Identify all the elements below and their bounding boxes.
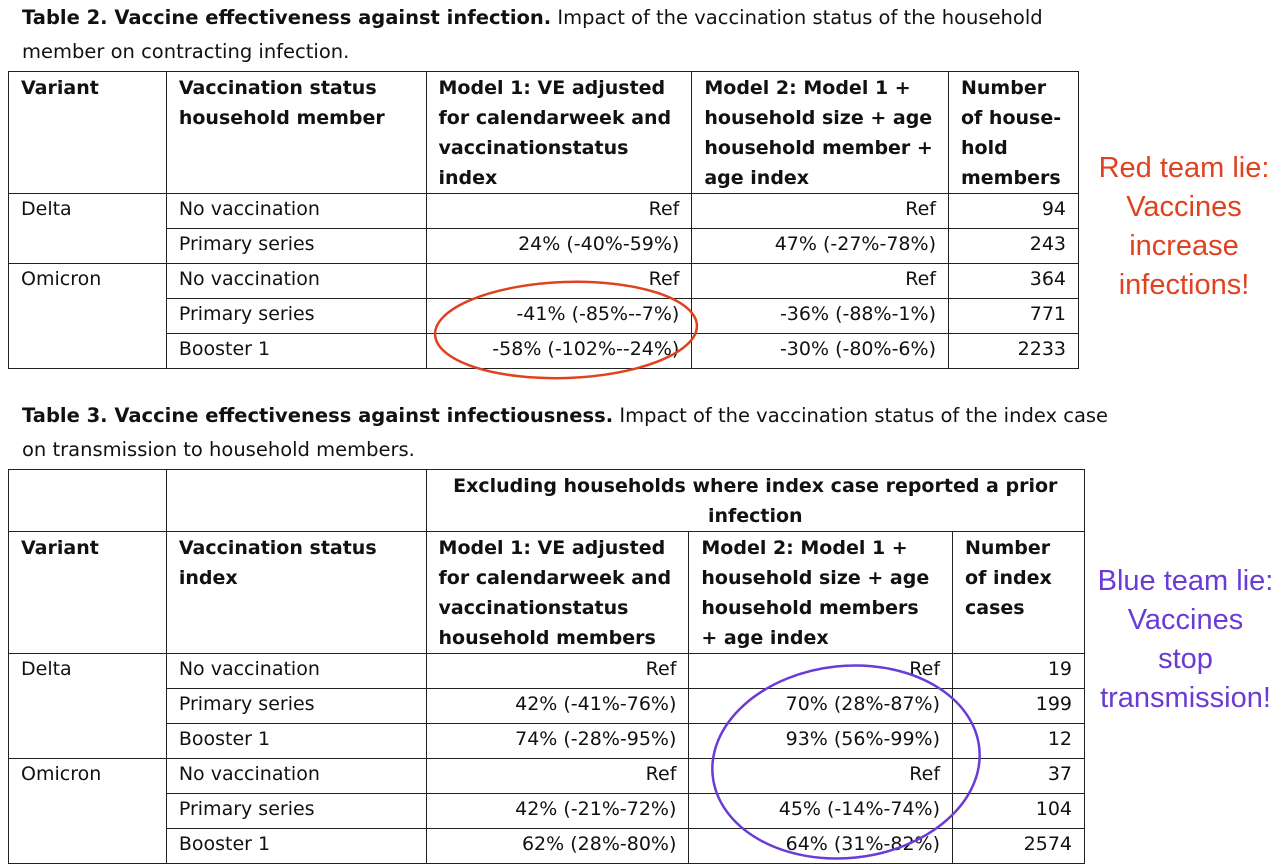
table3-caption xyxy=(22,399,1122,467)
table2-number-cell: 771 xyxy=(949,299,1079,334)
table2-model1-cell: 24% (-40%-59%) xyxy=(426,229,692,264)
table2-model2-cell: -36% (-88%-1%) xyxy=(692,299,949,334)
blue-annotation-line: stop xyxy=(1158,643,1213,675)
table3-group-empty-1 xyxy=(9,470,167,532)
table3-model2-cell: 70% (28%-87%) xyxy=(689,689,953,724)
table2 xyxy=(8,71,1079,369)
table3-status-cell: Booster 1 xyxy=(166,829,426,864)
table2-header-row xyxy=(9,72,1079,194)
red-team-annotation xyxy=(1084,149,1284,305)
table2-caption xyxy=(22,1,1122,69)
table2-row xyxy=(9,264,1079,299)
table3-status-cell: Booster 1 xyxy=(166,724,426,759)
table2-status-cell: No vaccination xyxy=(166,264,426,299)
table3-group-header-row xyxy=(9,470,1085,532)
blue-annotation-line: transmission! xyxy=(1100,682,1271,714)
table3-header-model1: Model 1: VE adjusted for calendarweek and vaccinationstatus household members xyxy=(426,532,689,654)
table2-header-number: Number of house-hold members xyxy=(949,72,1079,194)
table2-number-cell: 2233 xyxy=(949,334,1079,369)
blue-team-annotation xyxy=(1084,562,1287,718)
table2-variant-cell xyxy=(9,334,167,369)
table2-status-cell: Primary series xyxy=(166,299,426,334)
table2-model2-cell: 47% (-27%-78%) xyxy=(692,229,949,264)
table2-number-cell: 364 xyxy=(949,264,1079,299)
table2-status-cell: Booster 1 xyxy=(166,334,426,369)
table3-number-cell: 2574 xyxy=(953,829,1085,864)
table2-row xyxy=(9,299,1079,334)
table3-variant-cell xyxy=(9,724,167,759)
table2-caption-title: Table 2. Vaccine effectiveness against infection. xyxy=(22,6,552,29)
table2-variant-cell: Delta xyxy=(9,194,167,229)
table2-header-model1: Model 1: VE adjusted for calendarweek and vaccinationstatus index xyxy=(426,72,692,194)
table2-header-vaccination-status: Vaccination status household member xyxy=(166,72,426,194)
table3-model1-cell: 42% (-41%-76%) xyxy=(426,689,689,724)
table3-model1-cell: Ref xyxy=(426,759,689,794)
table3-status-cell: Primary series xyxy=(166,689,426,724)
table2-row xyxy=(9,194,1079,229)
table2-row xyxy=(9,229,1079,264)
table3-number-cell: 12 xyxy=(953,724,1085,759)
table3-model2-cell: Ref xyxy=(689,654,953,689)
red-annotation-line: infections! xyxy=(1118,269,1250,301)
table2-variant-cell xyxy=(9,299,167,334)
table3-row xyxy=(9,829,1085,864)
table3-model1-cell: 62% (28%-80%) xyxy=(426,829,689,864)
table2-body xyxy=(9,194,1079,369)
table2-status-cell: Primary series xyxy=(166,229,426,264)
blue-annotation-line: Blue team lie: xyxy=(1097,565,1274,597)
table2-number-cell: 243 xyxy=(949,229,1079,264)
table2-variant-cell: Omicron xyxy=(9,264,167,299)
table3-variant-cell: Omicron xyxy=(9,759,167,794)
table3-row xyxy=(9,689,1085,724)
table2-header-variant: Variant xyxy=(9,72,167,194)
table3-group-empty-2 xyxy=(166,470,426,532)
table2-status-cell: No vaccination xyxy=(166,194,426,229)
table3-number-cell: 37 xyxy=(953,759,1085,794)
table3-model1-cell: 74% (-28%-95%) xyxy=(426,724,689,759)
red-annotation-line: Red team lie: xyxy=(1098,152,1270,184)
table3-body xyxy=(9,654,1085,864)
table3-caption-title: Table 3. Vaccine effectiveness against infectiousness. xyxy=(22,404,614,427)
table3-number-cell: 19 xyxy=(953,654,1085,689)
table3-header-number: Number of index cases xyxy=(953,532,1085,654)
table3-header-variant: Variant xyxy=(9,532,167,654)
table3-number-cell: 199 xyxy=(953,689,1085,724)
table3-group-header: Excluding households where index case reported a prior infection xyxy=(426,470,1084,532)
table3-row xyxy=(9,794,1085,829)
table3-model2-cell: 45% (-14%-74%) xyxy=(689,794,953,829)
table3-number-cell: 104 xyxy=(953,794,1085,829)
table2-caption-text: Impact of the vaccination status of the household member on contracting infection. xyxy=(22,6,1043,63)
blue-annotation-line: Vaccines xyxy=(1127,604,1244,636)
table2-model2-cell: Ref xyxy=(692,264,949,299)
table2-model2-cell: -30% (-80%-6%) xyxy=(692,334,949,369)
table3-caption-text: Impact of the vaccination status of the index case on transmission to household members. xyxy=(22,404,1109,461)
table3-header-model2: Model 2: Model 1 + household size + age household members + age index xyxy=(689,532,953,654)
table3-status-cell: No vaccination xyxy=(166,759,426,794)
table3-model2-cell: Ref xyxy=(689,759,953,794)
table3-row xyxy=(9,759,1085,794)
table2-model2-cell: Ref xyxy=(692,194,949,229)
table3 xyxy=(8,469,1085,864)
red-annotation-line: Vaccines xyxy=(1126,191,1242,223)
table2-row xyxy=(9,334,1079,369)
table2-model1-cell: Ref xyxy=(426,264,692,299)
red-annotation-line: increase xyxy=(1129,230,1239,262)
table3-row xyxy=(9,654,1085,689)
table2-model1-cell: -58% (-102%--24%) xyxy=(426,334,692,369)
table3-variant-cell xyxy=(9,794,167,829)
table3-variant-cell: Delta xyxy=(9,654,167,689)
table3-model2-cell: 93% (56%-99%) xyxy=(689,724,953,759)
table2-model1-cell: -41% (-85%--7%) xyxy=(426,299,692,334)
table3-model1-cell: 42% (-21%-72%) xyxy=(426,794,689,829)
table3-status-cell: Primary series xyxy=(166,794,426,829)
table2-number-cell: 94 xyxy=(949,194,1079,229)
table3-status-cell: No vaccination xyxy=(166,654,426,689)
table2-variant-cell xyxy=(9,229,167,264)
table2-header-model2: Model 2: Model 1 + household size + age household member + age index xyxy=(692,72,949,194)
table3-variant-cell xyxy=(9,689,167,724)
table3-variant-cell xyxy=(9,829,167,864)
table2-model1-cell: Ref xyxy=(426,194,692,229)
table3-header-row xyxy=(9,532,1085,654)
table3-model1-cell: Ref xyxy=(426,654,689,689)
table3-row xyxy=(9,724,1085,759)
table3-model2-cell: 64% (31%-82%) xyxy=(689,829,953,864)
table3-header-vaccination-status: Vaccination status index xyxy=(166,532,426,654)
